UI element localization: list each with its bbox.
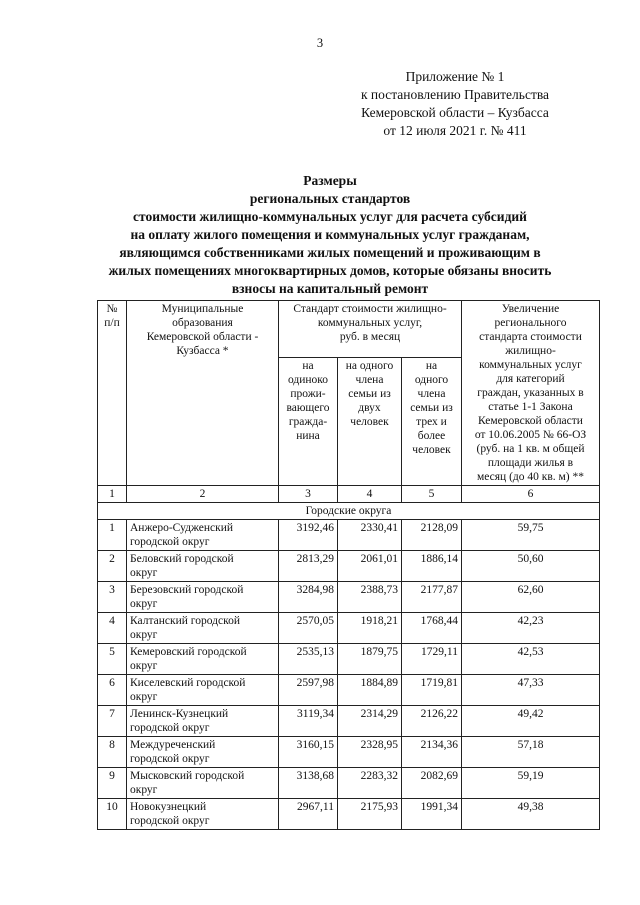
header-text-line: одного [414, 374, 449, 387]
header-text-line: месяц (до 40 кв. м) ** [476, 471, 585, 483]
header-row [98, 301, 600, 358]
cell-municipality [127, 644, 279, 675]
column-number: 5 [402, 486, 462, 503]
header-text-line: для категорий [496, 373, 565, 385]
table-row [98, 551, 600, 582]
cell-single: 3119,34 [279, 706, 338, 737]
municipality-name-line: Березовский городской [130, 584, 244, 596]
municipality-name-line: Киселевский городской [130, 677, 246, 689]
header-text-line: члена [417, 388, 446, 401]
cell-single: 3192,46 [279, 520, 338, 551]
municipality-name-line: городской округ [130, 753, 210, 765]
header-two [338, 358, 402, 486]
header-text-line: на одного [345, 360, 394, 373]
table-row [98, 768, 600, 799]
title-line: стоимости жилищно-коммунальных услуг для расчета субсидий [133, 209, 527, 224]
cell-single: 3138,68 [279, 768, 338, 799]
header-text-line: жилищно- [505, 345, 556, 357]
header-text-line: нина [296, 430, 320, 443]
municipality-name-line: городской округ [130, 536, 210, 548]
cell-municipality [127, 520, 279, 551]
cell-increase: 49,38 [462, 799, 600, 830]
table-row [98, 737, 600, 768]
table-row [98, 613, 600, 644]
header-text-line: от 10.06.2005 № 66-ОЗ [474, 429, 587, 441]
appendix-line: от 12 июля 2021 г. № 411 [383, 123, 527, 138]
cell-single: 2597,98 [279, 675, 338, 706]
cell-num: 2 [98, 551, 127, 582]
cell-increase: 59,19 [462, 768, 600, 799]
cell-three: 1729,11 [402, 644, 462, 675]
header-single [279, 358, 338, 486]
header-text-line: образования [172, 317, 233, 329]
title-line: взносы на капитальный ремонт [231, 281, 429, 296]
cell-two: 1918,21 [338, 613, 402, 644]
header-text-line: стандарта стоимости [479, 331, 582, 343]
cell-single: 2535,13 [279, 644, 338, 675]
cell-num: 5 [98, 644, 127, 675]
cell-two: 1884,89 [338, 675, 402, 706]
header-text-line: человек [412, 444, 451, 457]
municipality-name-line: Калтанский городской [130, 615, 240, 627]
cell-municipality [127, 613, 279, 644]
cell-single: 2813,29 [279, 551, 338, 582]
header-text-line: Стандарт стоимости жилищно- [293, 303, 447, 315]
cell-increase: 42,23 [462, 613, 600, 644]
cell-single: 2967,11 [279, 799, 338, 830]
cell-increase: 62,60 [462, 582, 600, 613]
header-text-line: Кузбасса * [176, 345, 229, 357]
cell-increase: 49,42 [462, 706, 600, 737]
header-text-line: коммунальных услуг, [317, 317, 423, 329]
municipality-name-line: округ [130, 567, 158, 579]
municipality-name-line: округ [130, 660, 158, 672]
header-text-line: граждан, указанных в [477, 387, 584, 399]
cell-municipality [127, 551, 279, 582]
cell-num: 10 [98, 799, 127, 830]
appendix-line: Приложение № 1 [405, 69, 505, 84]
appendix-block [350, 68, 560, 140]
title-line: региональных стандартов [249, 191, 411, 206]
header-text-line: трех и [416, 416, 447, 429]
cell-three: 2082,69 [402, 768, 462, 799]
cell-increase: 47,33 [462, 675, 600, 706]
header-text-line: (руб. на 1 кв. м общей [476, 443, 585, 455]
cell-single: 3160,15 [279, 737, 338, 768]
header-municipality [127, 301, 279, 486]
header-text-line: статье 1-1 Закона [488, 401, 573, 413]
column-number: 1 [98, 486, 127, 503]
cell-single: 3284,98 [279, 582, 338, 613]
header-text-line: двух [358, 402, 381, 415]
header-text-line: семьи из [348, 388, 391, 401]
cell-two: 2314,29 [338, 706, 402, 737]
header-text-line: п/п [104, 317, 120, 329]
cell-municipality [127, 706, 279, 737]
header-text-line: вающего [286, 402, 330, 415]
cell-two: 2175,93 [338, 799, 402, 830]
municipality-name-line: округ [130, 784, 158, 796]
cell-two: 2330,41 [338, 520, 402, 551]
cell-num: 6 [98, 675, 127, 706]
cell-three: 1886,14 [402, 551, 462, 582]
header-text-line: гражда- [288, 416, 328, 429]
column-number-row [98, 486, 600, 503]
cell-three: 1991,34 [402, 799, 462, 830]
column-number: 3 [279, 486, 338, 503]
page-number: 3 [316, 36, 324, 50]
cell-two: 2388,73 [338, 582, 402, 613]
header-text-line: более [417, 430, 446, 443]
cell-num: 8 [98, 737, 127, 768]
header-text-line: Муниципальные [161, 303, 244, 315]
appendix-line: к постановлению Правительства [360, 87, 550, 102]
rates-table [97, 300, 600, 830]
section-title: Городские округа [98, 503, 600, 520]
cell-num: 1 [98, 520, 127, 551]
cell-three: 2128,09 [402, 520, 462, 551]
cell-num: 7 [98, 706, 127, 737]
header-num [98, 301, 127, 486]
municipality-name-line: городской округ [130, 722, 210, 734]
header-text-line: № [106, 303, 118, 315]
header-text-line: Кемеровской области - [146, 331, 259, 343]
title-line: Размеры [303, 173, 357, 188]
title-line: жилых помещениях многоквартирных домов, которые обязаны вносить [108, 263, 552, 278]
section-row [98, 503, 600, 520]
header-text-line: руб. в месяц [339, 331, 401, 343]
header-text-line: Кемеровской области [478, 415, 583, 427]
title-line: на оплату жилого помещения и коммунальных услуг гражданам, [130, 227, 530, 242]
cell-two: 2283,32 [338, 768, 402, 799]
municipality-name-line: округ [130, 629, 158, 641]
header-text-line: на [302, 360, 314, 373]
cell-three: 2126,22 [402, 706, 462, 737]
cell-two: 1879,75 [338, 644, 402, 675]
document-title [60, 172, 600, 298]
column-number: 6 [462, 486, 600, 503]
cell-three: 1719,81 [402, 675, 462, 706]
municipality-name-line: Ленинск-Кузнецкий [130, 708, 229, 720]
cell-two: 2328,95 [338, 737, 402, 768]
header-increase [462, 301, 600, 486]
table-row [98, 520, 600, 551]
appendix-line: Кемеровской области – Кузбасса [361, 105, 549, 120]
header-text-line: прожи- [290, 388, 326, 401]
cell-num: 3 [98, 582, 127, 613]
header-text-line: регионального [494, 317, 567, 329]
cell-municipality [127, 675, 279, 706]
municipality-name-line: Междуреченский [130, 739, 216, 751]
header-text-line: члена [355, 374, 384, 387]
header-text-line: семьи из [410, 402, 453, 415]
header-text-line: площади жилья в [487, 457, 574, 469]
cell-num: 9 [98, 768, 127, 799]
cell-municipality [127, 768, 279, 799]
cell-single: 2570,05 [279, 613, 338, 644]
table-row [98, 582, 600, 613]
cell-increase: 57,18 [462, 737, 600, 768]
cell-two: 2061,01 [338, 551, 402, 582]
cell-municipality [127, 799, 279, 830]
cell-municipality [127, 737, 279, 768]
header-text-line: коммунальных услуг [479, 359, 582, 371]
cell-increase: 59,75 [462, 520, 600, 551]
header-text-line: человек [350, 416, 389, 429]
cell-num: 4 [98, 613, 127, 644]
table-row [98, 706, 600, 737]
header-text-line: одиноко [287, 374, 329, 387]
cell-three: 2134,36 [402, 737, 462, 768]
municipality-name-line: округ [130, 691, 158, 703]
header-text-line: Увеличение [501, 303, 560, 315]
table-row [98, 675, 600, 706]
cell-three: 2177,87 [402, 582, 462, 613]
cell-increase: 42,53 [462, 644, 600, 675]
column-number: 4 [338, 486, 402, 503]
municipality-name-line: городской округ [130, 815, 210, 827]
municipality-name-line: Беловский городской [130, 553, 234, 565]
header-three [402, 358, 462, 486]
header-standard [279, 301, 462, 358]
title-line: являющимся собственниками жилых помещений и проживающим в [119, 245, 541, 260]
header-text-line: на [425, 360, 438, 373]
table-row [98, 644, 600, 675]
municipality-name-line: Новокузнецкий [130, 801, 207, 813]
cell-municipality [127, 582, 279, 613]
cell-increase: 50,60 [462, 551, 600, 582]
municipality-name-line: Кемеровский городской [130, 646, 247, 658]
cell-three: 1768,44 [402, 613, 462, 644]
column-number: 2 [127, 486, 279, 503]
municipality-name-line: Анжеро-Судженский [130, 522, 234, 534]
municipality-name-line: Мысковский городской [130, 770, 245, 782]
table-row [98, 799, 600, 830]
municipality-name-line: округ [130, 598, 158, 610]
